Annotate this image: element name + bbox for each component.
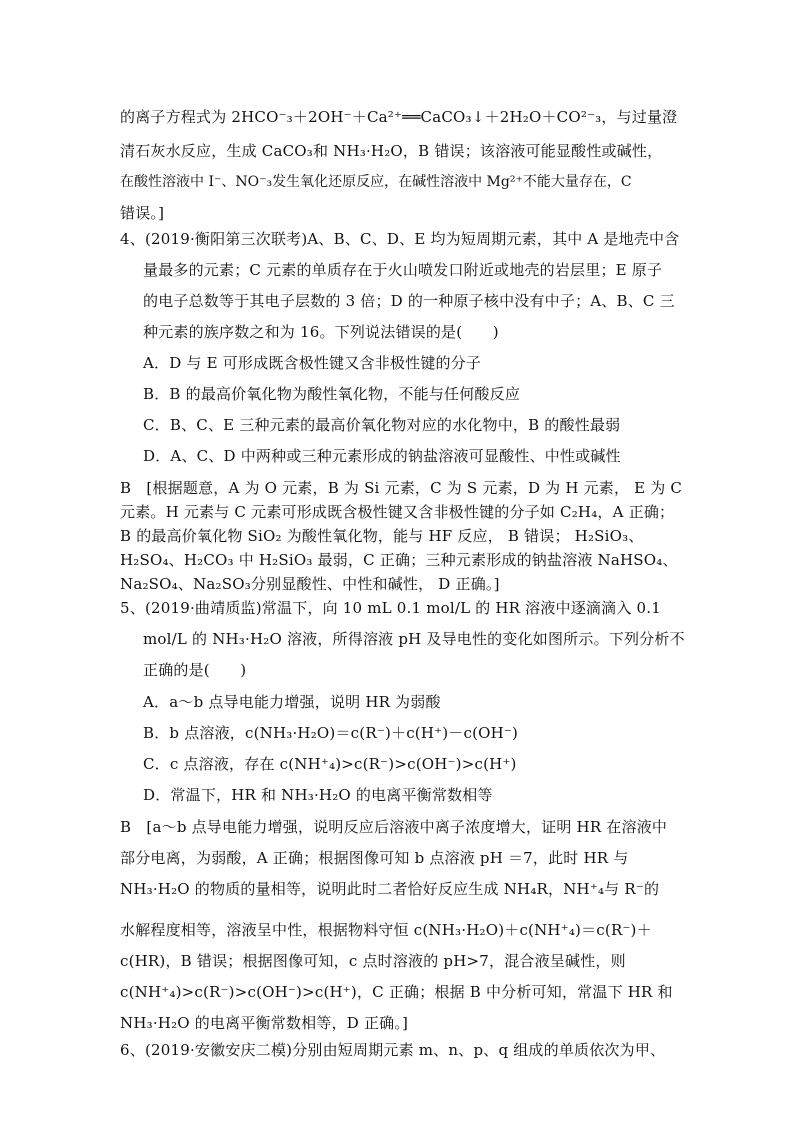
continuation-line-1: 的离子方程式为 2HCO⁻₃＋2OH⁻＋Ca²⁺══CaCO₃↓＋2H₂O＋CO²⁻₃，与过量澄 [120,108,678,126]
continuation-line-3: 在酸性溶液中 I⁻、NO⁻₃发生氧化还原反应，在碱性溶液中 Mg²⁺不能大量存在，C [120,174,632,190]
q4-answer-line-4: H₂SO₄、H₂CO₃ 中 H₂SiO₃ 最弱，C 正确；三种元素形成的钠盐溶液 NaHSO₄、 [120,551,678,569]
q5-answer-line-7: NH₃·H₂O 的电离平衡常数相等，D 正确。] [120,1014,409,1032]
q5-answer-line-6: c(NH⁺₄)>c(R⁻)>c(OH⁻)>c(H⁺)，C 正确；根据 B 中分析可知，常温下 HR 和 [120,983,673,1001]
q5-stem-line-1: 5、(2019·曲靖质监)常温下，向 10 mL 0.1 mol/L 的 HR 溶液中逐滴滴入 0.1 [120,599,661,617]
q5-answer-line-1: B [a～b 点导电能力增强，说明反应后溶液中离子浓度增大，证明 HR 在溶液中 [120,818,668,836]
q4-stem-line-3: 的电子总数等于其电子层数的 3 倍；D 的一种原子核中没有中子；A、B、C 三 [143,292,675,310]
q5-answer-line-3: NH₃·H₂O 的物质的量相等，说明此时二者恰好反应生成 NH₄R，NH⁺₄与 R⁻的 [120,880,660,898]
q5-stem-line-2: mol/L 的 NH₃·H₂O 溶液，所得溶液 pH 及导电性的变化如图所示。下列分析不 [143,630,685,648]
q5-option-b: B．b 点溶液，c(NH₃·H₂O)＝c(R⁻)＋c(H⁺)－c(OH⁻) [143,724,519,742]
q5-option-d: D．常温下，HR 和 NH₃·H₂O 的电离平衡常数相等 [143,786,493,804]
continuation-line-2: 清石灰水反应，生成 CaCO₃和 NH₃·H₂O，B 错误；该溶液可能显酸性或碱性， [120,142,663,160]
q4-answer-line-1: B [根据题意，A 为 O 元素，B 为 Si 元素，C 为 S 元素，D 为 H 元素， E 为 C [120,479,683,497]
q4-option-a: A．D 与 E 可形成既含极性键又含非极性键的分子 [143,354,482,372]
q5-option-a: A．a～b 点导电能力增强，说明 HR 为弱酸 [143,693,441,711]
q5-option-c: C．c 点溶液，存在 c(NH⁺₄)>c(R⁻)>c(OH⁻)>c(H⁺) [143,755,517,773]
q5-answer-line-5: c(HR)，B 错误；根据图像可知，c 点时溶液的 pH>7，混合液呈碱性，则 [120,952,626,970]
q5-answer-line-2: 部分电离，为弱酸，A 正确；根据图像可知 b 点溶液 pH ＝7，此时 HR 与 [120,849,629,867]
continuation-line-4: 错误。] [120,204,165,222]
q4-stem-line-1: 4、(2019·衡阳第三次联考)A、B、C、D、E 均为短周期元素，其中 A 是地壳中含 [120,230,680,248]
q4-option-b: B．B 的最高价氧化物为酸性氧化物，不能与任何酸反应 [143,385,521,403]
q6-stem-line-1: 6、(2019·安徽安庆二模)分别由短周期元素 m、n、p、q 组成的单质依次为甲、 [120,1041,666,1059]
q4-answer-line-5: Na₂SO₄、Na₂SO₃分别显酸性、中性和碱性， D 正确。] [120,575,500,593]
q4-option-c: C．B、C、E 三种元素的最高价氧化物对应的水化物中，B 的酸性最弱 [143,416,621,434]
q4-answer-line-3: B 的最高价氧化物 SiO₂ 为酸性氧化物，能与 HF 反应， B 错误； H₂SiO₃、 [120,527,644,545]
q4-stem-line-2: 量最多的元素；C 元素的单质存在于火山喷发口附近或地壳的岩层里；E 原子 [143,261,663,279]
q5-answer-line-4: 水解程度相等，溶液呈中性，根据物料守恒 c(NH₃·H₂O)＋c(NH⁺₄)＝c(R⁻)＋ [120,921,652,939]
q5-stem-line-3: 正确的是( ) [143,661,247,679]
q4-stem-line-4: 种元素的族序数之和为 16。下列说法错误的是( ) [143,323,499,341]
q4-option-d: D．A、C、D 中两种或三种元素形成的钠盐溶液可显酸性、中性或碱性 [143,447,621,465]
q4-answer-line-2: 元素。H 元素与 C 元素可形成既含极性键又含非极性键的分子如 C₂H₄，A 正确； [120,503,675,521]
